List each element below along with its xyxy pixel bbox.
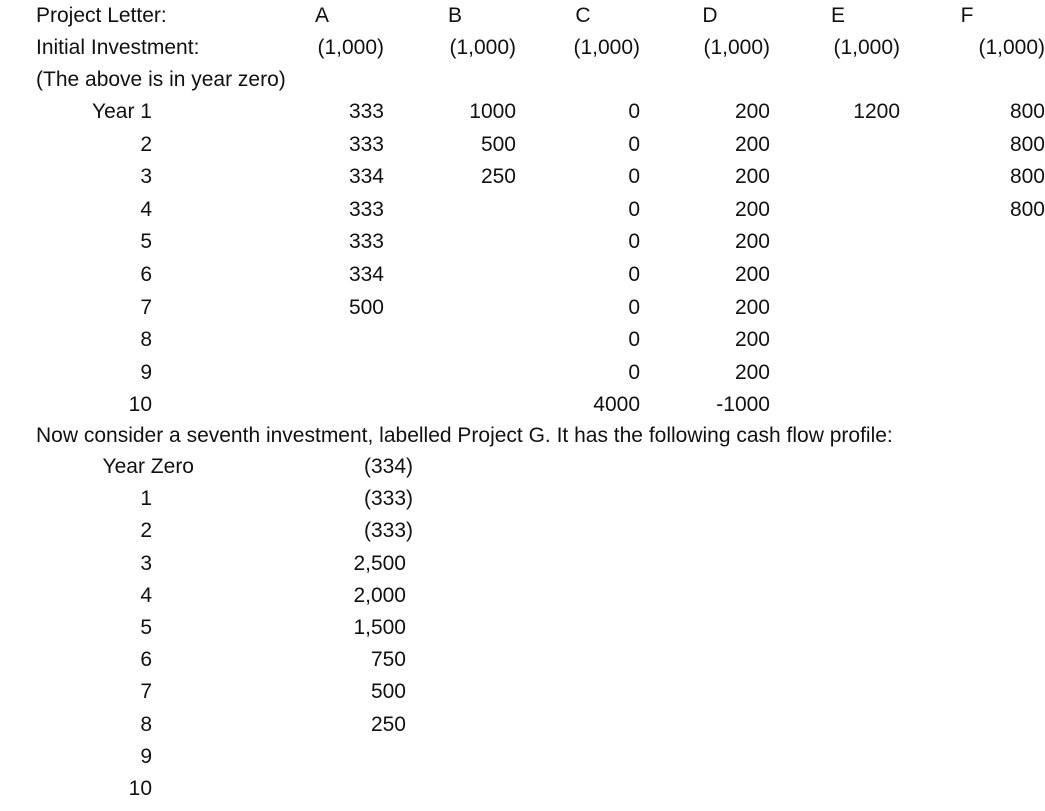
project-g-year-label: 7 bbox=[140, 680, 152, 703]
initial-investment-label: Initial Investment: bbox=[36, 36, 200, 59]
cash-flow-cell-f: 800 bbox=[1009, 133, 1045, 156]
cash-flow-cell-a: 333 bbox=[348, 198, 384, 221]
cash-flow-cell-b: 500 bbox=[480, 133, 516, 156]
project-g-year-label: 6 bbox=[140, 648, 152, 671]
year-label: 5 bbox=[140, 230, 152, 253]
cash-flow-cell-b: 1000 bbox=[469, 100, 516, 123]
project-letter-e: E bbox=[830, 4, 845, 27]
project-g-year-label: 10 bbox=[128, 777, 152, 800]
cash-flow-cell-e: 1200 bbox=[853, 100, 900, 123]
cash-flow-cell-c: 0 bbox=[628, 133, 640, 156]
year-label: 7 bbox=[140, 296, 152, 319]
project-g-value: 2,500 bbox=[353, 552, 406, 575]
project-letter-f: F bbox=[960, 4, 974, 27]
cash-flow-cell-d: 200 bbox=[734, 198, 770, 221]
year-label: 9 bbox=[140, 361, 152, 384]
project-g-year-label: 3 bbox=[140, 552, 152, 575]
cash-flow-cell-d: 200 bbox=[734, 100, 770, 123]
cash-flow-cell-d: 200 bbox=[734, 165, 770, 188]
cash-flow-cell-c: 0 bbox=[628, 165, 640, 188]
cash-flow-cell-a: 334 bbox=[348, 165, 384, 188]
project-g-year-label: 8 bbox=[140, 713, 152, 736]
cash-flow-cell-a: 333 bbox=[348, 100, 384, 123]
year-label: 8 bbox=[140, 328, 152, 351]
project-letter-d: D bbox=[702, 4, 718, 27]
cash-flow-cell-d: 200 bbox=[734, 296, 770, 319]
project-g-value: 750 bbox=[370, 648, 406, 671]
cash-flow-cell-f: 800 bbox=[1009, 100, 1045, 123]
year-label: 10 bbox=[128, 393, 152, 416]
cash-flow-cell-d: 200 bbox=[734, 328, 770, 351]
project-g-year-label: 4 bbox=[140, 584, 152, 607]
project-g-value: 2,000 bbox=[353, 584, 406, 607]
project-g-year-label: 5 bbox=[140, 616, 152, 639]
cash-flow-cell-c: 0 bbox=[628, 296, 640, 319]
cash-flow-cell-a: 500 bbox=[348, 296, 384, 319]
initial-investment-b: (1,000) bbox=[449, 36, 516, 59]
cash-flow-cell-b: 250 bbox=[480, 165, 516, 188]
project-g-value: (333) bbox=[363, 519, 413, 542]
project-g-value: (334) bbox=[363, 455, 413, 478]
project-g-year-label: 2 bbox=[140, 519, 152, 542]
initial-investment-d: (1,000) bbox=[703, 36, 770, 59]
cash-flow-cell-f: 800 bbox=[1009, 198, 1045, 221]
cash-flow-cell-c: 0 bbox=[628, 230, 640, 253]
initial-investment-f: (1,000) bbox=[978, 36, 1045, 59]
cash-flow-cell-c: 0 bbox=[628, 361, 640, 384]
cash-flow-cell-c: 0 bbox=[628, 263, 640, 286]
project-g-value: 500 bbox=[370, 680, 406, 703]
project-g-year-label: 9 bbox=[140, 745, 152, 768]
cash-flow-cell-d: 200 bbox=[734, 263, 770, 286]
cash-flow-cell-f: 800 bbox=[1009, 165, 1045, 188]
year-zero-note: (The above is in year zero) bbox=[36, 68, 286, 91]
cash-flow-cell-c: 4000 bbox=[593, 393, 640, 416]
initial-investment-c: (1,000) bbox=[573, 36, 640, 59]
initial-investment-a: (1,000) bbox=[317, 36, 384, 59]
year-label: 4 bbox=[140, 198, 152, 221]
year-label: 3 bbox=[140, 165, 152, 188]
project-letter-label: Project Letter: bbox=[36, 4, 167, 27]
initial-investment-e: (1,000) bbox=[833, 36, 900, 59]
year-label: Year 1 bbox=[92, 100, 152, 123]
year-label: 2 bbox=[140, 133, 152, 156]
cash-flow-cell-d: 200 bbox=[734, 230, 770, 253]
cash-flow-cell-d: 200 bbox=[734, 361, 770, 384]
year-label: 6 bbox=[140, 263, 152, 286]
project-g-value: 1,500 bbox=[353, 616, 406, 639]
project-g-year-label: Year Zero bbox=[102, 455, 194, 478]
project-g-intro: Now consider a seventh investment, labelled Project G. It has the following cash flow profile: bbox=[36, 424, 893, 447]
project-g-value: 250 bbox=[370, 713, 406, 736]
project-g-year-label: 1 bbox=[140, 487, 152, 510]
project-g-value: (333) bbox=[363, 487, 413, 510]
project-letter-c: C bbox=[575, 4, 591, 27]
cash-flow-cell-a: 333 bbox=[348, 133, 384, 156]
project-letter-a: A bbox=[314, 4, 329, 27]
cash-flow-cell-c: 0 bbox=[628, 198, 640, 221]
cash-flow-cell-c: 0 bbox=[628, 328, 640, 351]
cash-flow-cell-a: 333 bbox=[348, 230, 384, 253]
cash-flow-cell-d: 200 bbox=[734, 133, 770, 156]
cash-flow-cell-d: -1000 bbox=[716, 393, 770, 416]
project-letter-b: B bbox=[447, 4, 462, 27]
cash-flow-cell-c: 0 bbox=[628, 100, 640, 123]
cash-flow-cell-a: 334 bbox=[348, 263, 384, 286]
